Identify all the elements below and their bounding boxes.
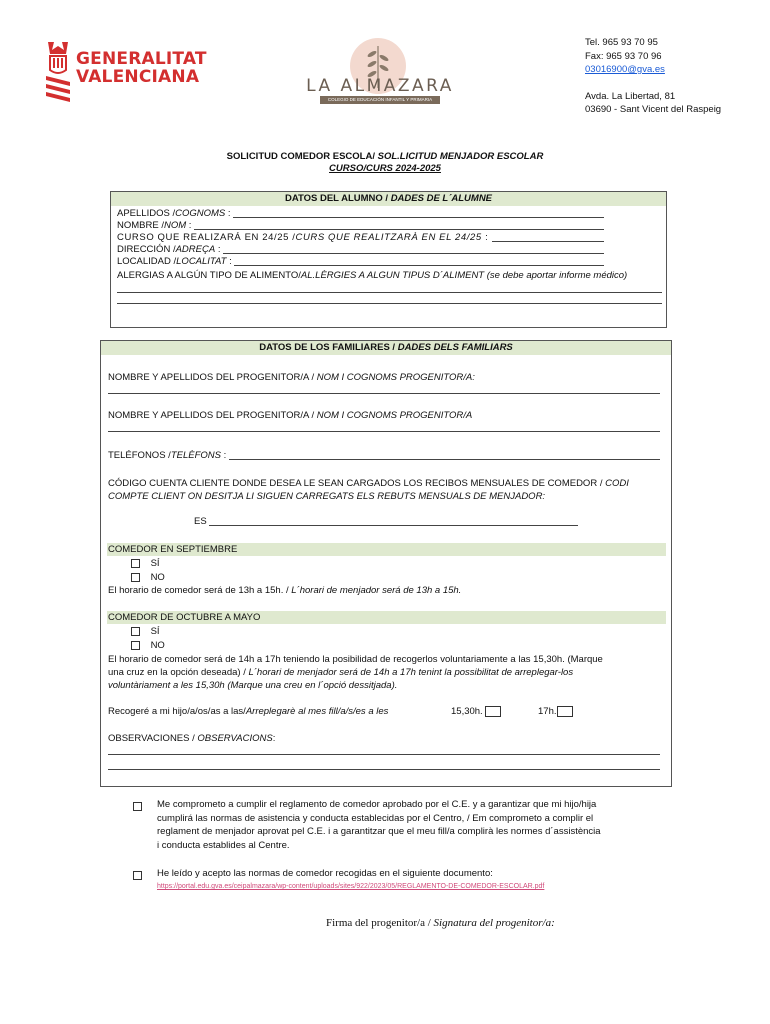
observaciones-label: OBSERVACIONES / OBSERVACIONS: <box>108 733 276 744</box>
generalitat-line1: GENERALITAT <box>76 49 207 69</box>
recogida-1530-option[interactable]: 15,30h. <box>451 706 501 718</box>
recogida-17-checkbox[interactable] <box>557 706 573 717</box>
fax: Fax: 965 93 70 96 <box>585 50 662 62</box>
compromiso1-checkbox[interactable] <box>133 802 142 811</box>
student-data-section <box>110 191 667 328</box>
alergias-label: ALERGIAS A ALGÚN TIPO DE ALIMENTO/AL.LÈRGIES A ALGUN TIPUS D´ALIMENT (se debe aportar informe médico) <box>117 270 628 281</box>
nombre-field[interactable]: NOMBRE / NOM : <box>117 220 662 232</box>
generalitat-logo <box>44 40 207 102</box>
progenitor1-line[interactable] <box>108 385 660 394</box>
progenitor2-label: NOMBRE Y APELLIDOS DEL PROGENITOR/A / NOM I COGNOMS PROGENITOR/A <box>108 410 473 421</box>
compromiso2-text: He leído y acepto las normas de comedor recogidas en el siguiente documento: https://portal.edu.gva.es/ceipalmazara/wp-content/uploads/sites/922/2023/05/REGLAMENTO-DE-COMEDOR-ESCOLAR.pdf <box>157 867 662 893</box>
curso-field[interactable]: CURSO QUE REALIZARÁ EN 24/25 / CURS QUE REALITZARÀ EN EL 24/25 : <box>117 232 662 244</box>
address-line1: Avda. La Libertad, 81 <box>585 90 676 102</box>
telefonos-field[interactable]: TELÉFONOS / TELÈFONS : <box>108 450 660 462</box>
school-subtitle: COLEGIO DE EDUCACIÓN INFANTIL Y PRIMARIA <box>320 96 440 104</box>
compromiso1-text: Me comprometo a cumplir el reglamento de comedor aprobado por el C.E. y a garantizar que mi hijo/hija cumplirá las normas de asistencia y conducta establecidas por el Centro, / Em comprometo a complir el reglament de menjador aprovat pel C.E. i a garantitzar que el meu fill/a complirà les normes d´assistència i conducta establides al Centre. <box>157 799 601 851</box>
generalitat-line2: VALENCIANA <box>76 67 200 87</box>
septiembre-no-checkbox[interactable] <box>131 573 140 582</box>
observaciones-line-2[interactable] <box>108 761 660 770</box>
school-name: LA ALMAZARA <box>306 76 454 96</box>
codigo-cuenta-label: CÓDIGO CUENTA CLIENTE DONDE DESEA LE SEAN CARGADOS LOS RECIBOS MENSUALES DE COMEDOR / CODI COMPTE CLIENT ON DESITJA LI SIGUEN CARREGATS ELS REBUTS MENSUALS DE MENJADOR: <box>108 478 629 502</box>
octubre-si-checkbox[interactable] <box>131 627 140 636</box>
comedor-septiembre-title: COMEDOR EN SEPTIEMBRE <box>107 543 666 556</box>
recogida-17-option[interactable]: 17h. <box>538 706 573 718</box>
octubre-si-option[interactable]: SÍ <box>131 626 160 638</box>
firma-label: Firma del progenitor/a / Signatura del progenitor/a: <box>326 917 555 929</box>
comedor-octubre-mayo-title: COMEDOR DE OCTUBRE A MAYO <box>107 611 666 624</box>
octubre-no-option[interactable]: NO <box>131 640 165 652</box>
family-data-section <box>100 340 672 787</box>
generalitat-emblem-icon <box>44 40 72 102</box>
progenitor2-line[interactable] <box>108 423 660 432</box>
direccion-field[interactable]: DIRECCIÓN / ADREÇA : <box>117 244 662 256</box>
octubre-no-checkbox[interactable] <box>131 641 140 650</box>
address-line2: 03690 - Sant Vicent del Raspeig <box>585 104 722 115</box>
student-section-header: DATOS DEL ALUMNO / DADES DE L´ALUMNE <box>111 192 666 206</box>
apellidos-field[interactable]: APELLIDOS / COGNOMS : <box>117 208 662 220</box>
compromiso2-checkbox[interactable] <box>133 871 142 880</box>
iban-field[interactable]: ES <box>194 516 578 528</box>
contact-block <box>585 36 721 117</box>
septiembre-no-option[interactable]: NO <box>131 572 165 584</box>
octubre-horario: El horario de comedor será de 14h a 17h teniendo la posibilidad de recogerlos voluntariamente a las 15,30h. (Marque una cruz en la opción deseada) / L´horari de menjador será de 14h a 17h tenint la possibilitat de arreplegar-los voluntàriament a les 15,30h (Marque una creu en l´opció dessitjada). <box>108 654 603 691</box>
compromiso1-checkbox-wrap[interactable] <box>133 801 142 812</box>
recogida-1530-checkbox[interactable] <box>485 706 501 717</box>
email-link[interactable]: 03016900@gva.es <box>585 64 665 75</box>
septiembre-si-checkbox[interactable] <box>131 559 140 568</box>
observaciones-line-1[interactable] <box>108 746 660 755</box>
progenitor1-label: NOMBRE Y APELLIDOS DEL PROGENITOR/A / NOM I COGNOMS PROGENITOR/A: <box>108 372 475 383</box>
alergias-line-1[interactable] <box>117 282 662 293</box>
almazara-logo <box>300 32 460 112</box>
course-title: CURSO/CURS 2024-2025 <box>329 163 441 174</box>
recogida-label: Recogeré a mi hijo/a/os/as a las/Arreplegarè al mes fill/a/s/es a les <box>108 706 389 717</box>
phone: Tel. 965 93 70 95 <box>585 37 658 48</box>
family-section-header: DATOS DE LOS FAMILIARES / DADES DELS FAMILIARS <box>101 341 671 355</box>
compromiso2-checkbox-wrap[interactable] <box>133 870 142 881</box>
septiembre-horario: El horario de comedor será de 13h a 15h. / L´horari de menjador será de 13h a 15h. <box>108 585 462 596</box>
alergias-line-2[interactable] <box>117 293 662 304</box>
form-title: SOLICITUD COMEDOR ESCOLA/ SOL.LICITUD MENJADOR ESCOLAR <box>226 151 544 162</box>
reglamento-link[interactable]: https://portal.edu.gva.es/ceipalmazara/wp-content/uploads/sites/922/2023/05/REGLAMENTO-DE-COMEDOR-ESCOLAR.pdf <box>157 883 545 890</box>
septiembre-si-option[interactable]: SÍ <box>131 558 160 570</box>
localidad-field[interactable]: LOCALIDAD / LOCALITAT : <box>117 256 662 268</box>
